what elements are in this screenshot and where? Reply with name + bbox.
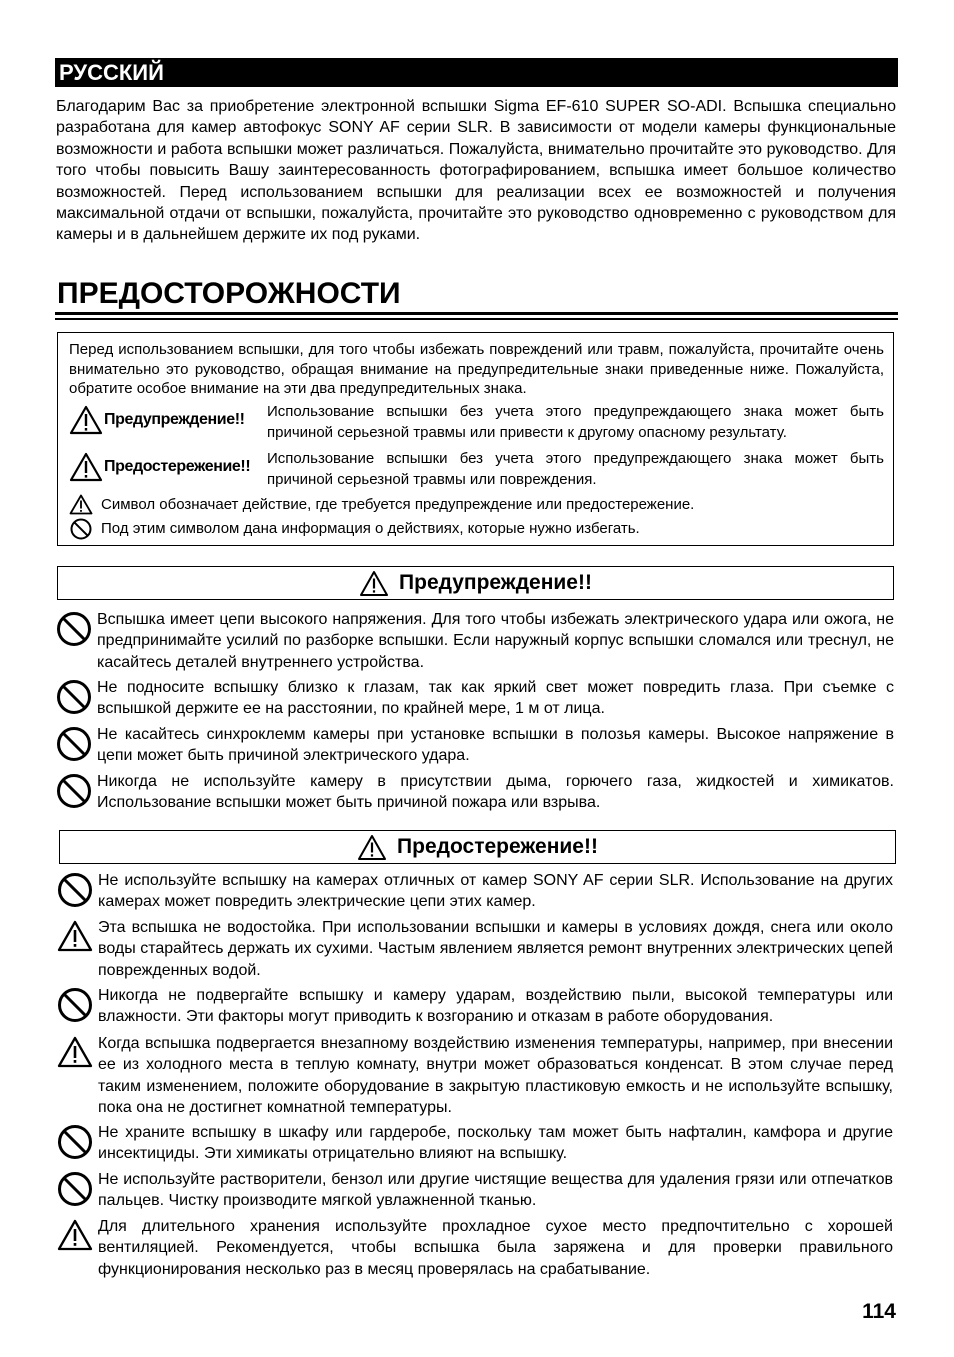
prohibit-icon xyxy=(56,609,97,652)
caution-item-text: Эта вспышка не водостойка. При использовании вспышки и камеры в условиях дождя, снега или около воды старайтесь держать их сухими. Частым явлением является ремонт внутренних электрических цепей поврежденных водой. xyxy=(98,919,893,979)
caution-section-title: Предостережение!! xyxy=(397,835,598,858)
prohibit-symbol-line xyxy=(69,518,640,540)
caution-item xyxy=(57,1122,893,1165)
warning-triangle-icon xyxy=(357,834,387,861)
warning-item xyxy=(56,677,894,720)
warning-item-text: Не подносите вспышку близко к глазам, так как яркий свет может повредить глаза. При съемке с вспышкой держите ее на расстоянии, по крайней мере, 1 м от лица. xyxy=(97,679,894,718)
title-rule-thin xyxy=(55,318,898,320)
warning-item xyxy=(56,771,894,814)
precautions-title: ПРЕДОСТОРОЖНОСТИ xyxy=(57,277,401,310)
page-number: 114 xyxy=(862,1300,896,1323)
warning-triangle-icon xyxy=(69,452,103,482)
prohibit-icon xyxy=(57,870,98,913)
caution-item-text: Когда вспышка подвергается внезапному воздействию изменения температуры, например, при внесении ее из холодного места в теплую комнату, внутри может образоваться конденсат. В этом случае перед таким изменением, положите оборудование в закрытую пластиковую емкость и не используйте вспышку, пока она не достигнет комнатной температуры. xyxy=(98,1035,893,1116)
prohibit-icon xyxy=(57,1122,98,1165)
caution-item-text: Для длительного хранения используйте прохладное сухое место предпочтительно с хорошей вентиляцией. Рекомендуется, чтобы вспышка была заряжена и для проверки правильного функционирования несколько раз в месяц проверялась на срабатывание. xyxy=(98,1218,893,1278)
triangle-symbol-line xyxy=(69,494,694,515)
warning-label: Предупреждение!! xyxy=(104,411,245,428)
caution-item xyxy=(57,1033,893,1118)
warning-triangle-icon xyxy=(57,1216,98,1256)
warning-triangle-icon xyxy=(359,570,389,597)
caution-item-text: Не храните вспышку в шкафу или гардеробе, поскольку там может быть нафталин, камфора и другие инсектициды. Эти химикаты отрицательно влияют на вспышку. xyxy=(98,1124,893,1163)
caution-item-text: Не используйте растворители, бензол или другие чистящие вещества для удаления грязи или отпечатков пальцев. Чистку производите мягкой увлажненной тканью. xyxy=(98,1171,893,1210)
warning-triangle-icon xyxy=(57,917,98,957)
warning-item-text: Не касайтесь синхроклемм камеры при установке вспышки в полозья камеры. Высокое напряжение в цепи может быть причиной электрического удара. xyxy=(97,726,894,765)
warning-section-title: Предупреждение!! xyxy=(399,571,592,594)
warning-triangle-icon xyxy=(69,494,93,515)
caution-item xyxy=(57,917,893,981)
prohibit-icon xyxy=(56,677,97,720)
warning-item xyxy=(56,724,894,767)
prohibit-icon xyxy=(57,1169,98,1212)
caution-item-text: Никогда не подвергайте вспышку и камеру ударам, воздействию пыли, высокой температуры или влажности. Эти факторы могут приводить к возгоранию и отказам в работе оборудования. xyxy=(98,987,893,1026)
prohibit-symbol-description: Под этим символом дана информация о действиях, которые нужно избегать. xyxy=(101,520,640,537)
legend-caution xyxy=(69,448,884,490)
caution-item xyxy=(57,1216,893,1280)
title-rule-thick xyxy=(55,312,898,315)
precaution-legend-box xyxy=(57,332,894,546)
prohibit-icon xyxy=(69,518,93,540)
warning-triangle-icon xyxy=(69,405,103,435)
caution-item-text: Не используйте вспышку на камерах отличных от камер SONY AF серии SLR. Использование на других камерах может повредить электрические цепи этих камер. xyxy=(98,872,893,911)
legend-intro: Перед использованием вспышки, для того чтобы избежать повреждений или травм, пожалуйста, прочитайте очень внимательно это руководство, обращая внимание на предупредительные знаки приведенные ниже. Пожалуйста, обратите особое внимание на эти два предупредительных знака. xyxy=(69,341,884,398)
warning-description: Использование вспышки без учета этого предупреждающего знака может быть причиной серьезной травмы или привести к другому опасному результату. xyxy=(267,403,884,441)
caution-item xyxy=(57,1169,893,1212)
warning-item-text: Вспышка имеет цепи высокого напряжения. Для того чтобы избежать электрического удара или ожога, не предпринимайте усилий по разборке вспышки. Если наружный корпус вспышки сломался или треснул, не касайтесь деталей внутреннего устройства. xyxy=(97,611,894,671)
warning-item-text: Никогда не используйте камеру в присутствии дыма, горючего газа, жидкостей и химикатов. Использование вспышки может быть причиной пожара или взрыва. xyxy=(97,773,894,812)
prohibit-icon xyxy=(56,771,97,814)
prohibit-icon xyxy=(57,985,98,1028)
warning-item xyxy=(56,609,894,673)
caution-label: Предостережение!! xyxy=(104,458,251,475)
triangle-symbol-description: Символ обозначает действие, где требуется предупреждение или предостережение. xyxy=(101,495,695,513)
intro-paragraph: Благодарим Вас за приобретение электронной вспышки Sigma EF-610 SUPER SO-ADI. Вспышка специально разработана для камер автофокус SONY AF серии SLR. В зависимости от модели камеры функциональные возможности и работа вспышки может различаться. Пожалуйста, внимательно прочитайте это руководство. Для того чтобы повысить Вашу заинтересованность фотографированием, вспышка имеет большое количество возможностей. Перед использованием вспышки для реализации всех ее возможностей и получения максимальной отдачи от вспышки, пожалуйста, прочитайте это руководство одновременно с руководством для камеры и в дальнейшем держите их под руками. xyxy=(56,98,896,244)
warning-triangle-icon xyxy=(57,1033,98,1073)
caution-item xyxy=(57,985,893,1028)
warning-section-header xyxy=(57,566,894,600)
caution-item xyxy=(57,870,893,913)
legend-warning xyxy=(69,401,884,443)
language-header: РУССКИЙ xyxy=(55,58,898,87)
prohibit-icon xyxy=(56,724,97,767)
caution-description: Использование вспышки без учета этого предупреждающего знака может быть причиной серьезной травмы или повреждения. xyxy=(267,450,884,488)
caution-section-header xyxy=(59,830,896,864)
